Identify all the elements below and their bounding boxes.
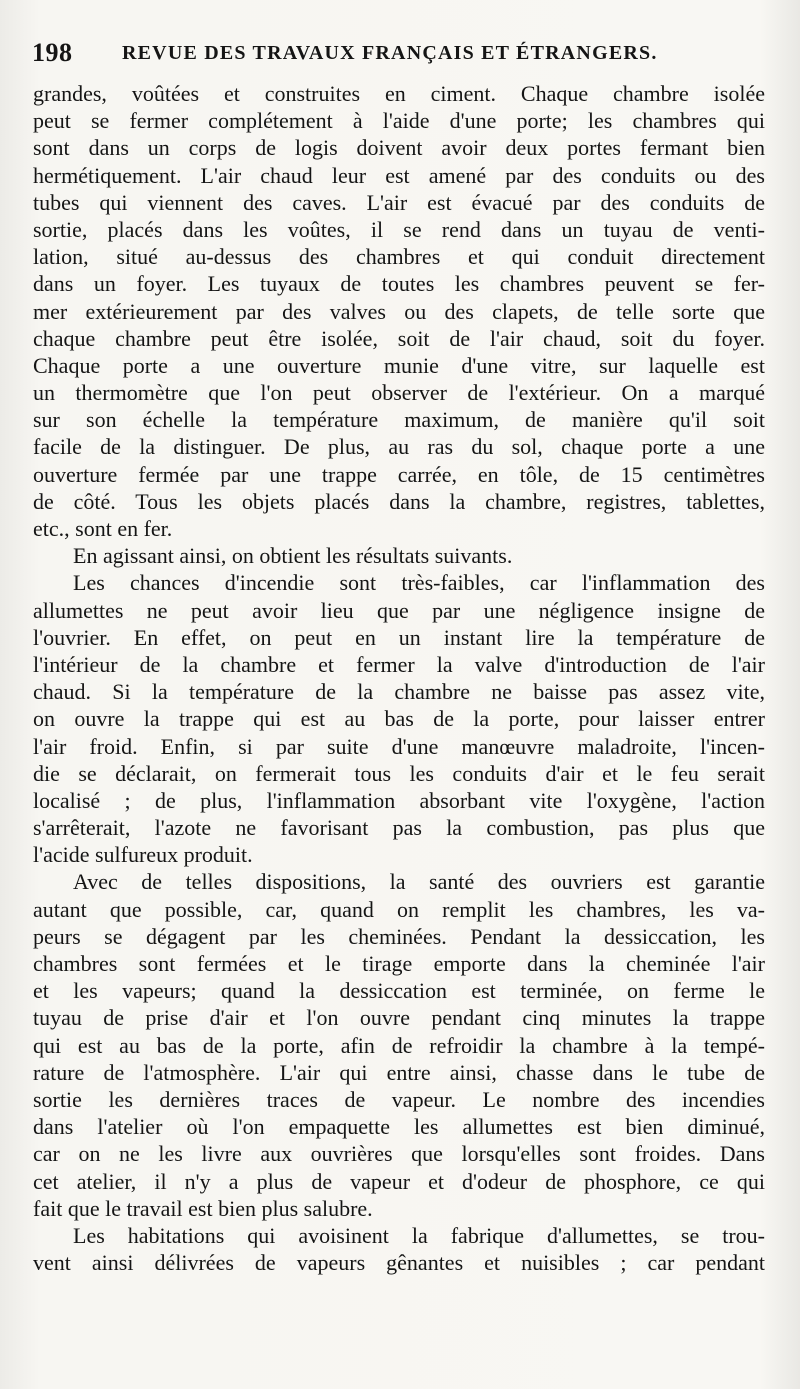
body-text	[33, 80, 765, 1276]
text-line: sortie, placés dans les voûtes, il se rend dans un tuyau de venti-	[33, 216, 765, 242]
page-header	[32, 38, 772, 74]
text-line: lation, situé au-dessus des chambres et qui conduit directement	[33, 244, 765, 270]
text-line: autant que possible, car, quand on remplit les chambres, les va-	[33, 896, 765, 922]
text-line: Avec de telles dispositions, la santé des ouvriers est garantie	[73, 869, 765, 895]
text-line: peurs se dégagent par les cheminées. Pendant la dessiccation, les	[33, 923, 765, 949]
text-line: ouverture fermée par une trappe carrée, en tôle, de 15 centimètres	[33, 461, 765, 487]
text-line: dans un foyer. Les tuyaux de toutes les chambres peuvent se fer-	[33, 271, 765, 297]
text-line: car on ne les livre aux ouvrières que lorsqu'elles sont froides. Dans	[33, 1141, 765, 1167]
text-line: l'intérieur de la chambre et fermer la valve d'introduction de l'air	[33, 651, 765, 677]
text-line: etc., sont en fer.	[33, 516, 173, 541]
text-line: hermétiquement. L'air chaud leur est amené par des conduits ou des	[33, 162, 765, 188]
text-line: localisé ; de plus, l'inflammation absorbant vite l'oxygène, l'action	[33, 787, 765, 813]
text-line: chaque chambre peut être isolée, soit de l'air chaud, soit du foyer.	[33, 325, 765, 351]
text-line: rature de l'atmosphère. L'air qui entre ainsi, chasse dans le tube de	[33, 1059, 765, 1085]
text-line: En agissant ainsi, on obtient les résultats suivants.	[73, 543, 513, 569]
text-line: on ouvre la trappe qui est au bas de la porte, pour laisser entrer	[33, 706, 765, 732]
text-line: dans l'atelier où l'on empaquette les allumettes est bien diminué,	[33, 1114, 765, 1140]
page-number: 198	[32, 38, 73, 67]
text-line: s'arrêterait, l'azote ne favorisant pas la combustion, pas plus que	[33, 815, 765, 841]
text-line: chaud. Si la température de la chambre ne baisse pas assez vite,	[33, 679, 765, 705]
text-line: l'air froid. Enfin, si par suite d'une manœuvre maladroite, l'incen-	[33, 733, 765, 759]
text-line: chambres sont fermées et le tirage emporte dans la cheminée l'air	[33, 951, 765, 976]
text-line: sur son échelle la température maximum, de manière qu'il soit	[33, 407, 765, 433]
text-line: et les vapeurs; quand la dessiccation est terminée, on ferme le	[33, 978, 765, 1004]
text-line: fait que le travail est bien plus salubre.	[33, 1195, 373, 1221]
text-line: cet atelier, il n'y a plus de vapeur et d'odeur de phosphore, ce qui	[33, 1168, 765, 1194]
text-line: sortie les dernières traces de vapeur. Le nombre des incendies	[33, 1086, 765, 1112]
text-line: sont dans un corps de logis doivent avoir deux portes fermant bien	[33, 135, 765, 161]
text-line: tuyau de prise d'air et l'on ouvre pendant cinq minutes la trappe	[33, 1005, 765, 1031]
text-line: vent ainsi délivrées de vapeurs gênantes et nuisibles ; car pendant	[33, 1250, 765, 1276]
running-title: REVUE DES TRAVAUX FRANÇAIS ET ÉTRANGERS.	[122, 42, 658, 64]
text-line: l'acide sulfureux produit.	[33, 842, 253, 868]
text-line: Les chances d'incendie sont très-faibles, car l'inflammation des	[73, 570, 765, 596]
text-line: mer extérieurement par des valves ou des clapets, de telle sorte que	[33, 298, 765, 324]
text-line: facile de la distinguer. De plus, au ras du sol, chaque porte a une	[33, 434, 765, 460]
text-line: l'ouvrier. En effet, on peut en un instant lire la température de	[33, 624, 765, 650]
text-line: Chaque porte a une ouverture munie d'une vitre, sur laquelle est	[33, 352, 765, 378]
text-line: grandes, voûtées et construites en ciment. Chaque chambre isolée	[33, 81, 765, 106]
text-line: peut se fermer complétement à l'aide d'une porte; les chambres qui	[33, 108, 765, 134]
text-line: de côté. Tous les objets placés dans la chambre, registres, tablettes,	[33, 488, 765, 514]
text-line: allumettes ne peut avoir lieu que par une négligence insigne de	[33, 597, 765, 623]
text-line: Les habitations qui avoisinent la fabrique d'allumettes, se trou-	[73, 1222, 765, 1248]
text-line: tubes qui viennent des caves. L'air est évacué par des conduits de	[33, 189, 765, 215]
text-line: die se déclarait, on fermerait tous les conduits d'air et le feu serait	[33, 760, 765, 786]
text-line: un thermomètre que l'on peut observer de l'extérieur. On a marqué	[33, 380, 765, 406]
text-line: qui est au bas de la porte, afin de refroidir la chambre à la tempé-	[33, 1032, 765, 1058]
